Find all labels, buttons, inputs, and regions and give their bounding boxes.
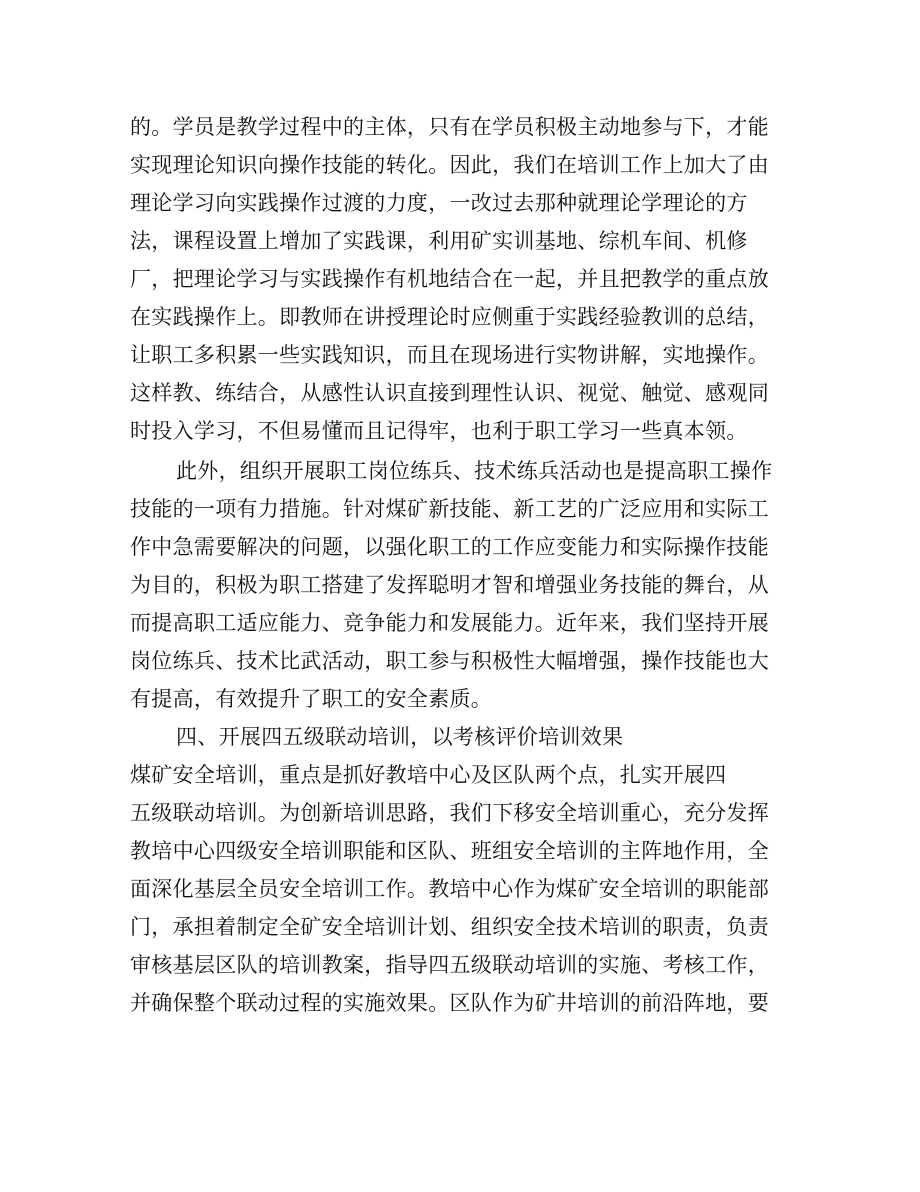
text-line: 时投入学习，不但易懂而且记得牢，也利于职工学习一些真本领。 — [130, 419, 748, 443]
text-line: 技能的一项有力措施。针对煤矿新技能、新工艺的广泛应用和实际工 — [130, 497, 769, 521]
text-line: 作中急需要解决的问题，以强化职工的工作应变能力和实际操作技能 — [130, 535, 769, 559]
text-line: 并确保整个联动过程的实施效果。区队作为矿井培训的前沿阵地，要 — [130, 991, 769, 1015]
text-line: 岗位练兵、技术比武活动，职工参与积极性大幅增强，操作技能也大 — [130, 649, 769, 673]
text-line: 让职工多积累一些实践知识，而且在现场进行实物讲解，实地操作。 — [130, 343, 769, 367]
text-line: 厂，把理论学习与实践操作有机地结合在一起，并且把教学的重点放 — [130, 267, 769, 291]
text-line: 而提高职工适应能力、竞争能力和发展能力。近年来，我们坚持开展 — [130, 611, 769, 635]
text-line: 煤矿安全培训，重点是抓好教培中心及区队两个点，扎实开展四 — [130, 763, 727, 787]
section-heading: 四、开展四五级联动培训，以考核评价培训效果 — [176, 725, 624, 749]
text-line: 门，承担着制定全矿安全培训计划、组织安全技术培训的职责，负责 — [130, 915, 769, 939]
text-line: 教培中心四级安全培训职能和区队、班组安全培训的主阵地作用，全 — [130, 839, 769, 863]
text-line: 面深化基层全员安全培训工作。教培中心作为煤矿安全培训的职能部 — [130, 877, 769, 901]
paragraph-first-line: 此外，组织开展职工岗位练兵、技术练兵活动也是提高职工操作 — [176, 459, 773, 483]
text-line: 有提高，有效提升了职工的安全素质。 — [130, 687, 493, 711]
text-line: 在实践操作上。即教师在讲授理论时应侧重于实践经验教训的总结， — [130, 305, 769, 329]
text-line: 实现理论知识向操作技能的转化。因此，我们在培训工作上加大了由 — [130, 153, 769, 177]
text-line: 这样教、练结合，从感性认识直接到理性认识、视觉、触觉、感观同 — [130, 381, 769, 405]
text-line: 理论学习向实践操作过渡的力度，一改过去那种就理论学理论的方 — [130, 191, 748, 215]
text-line: 的。学员是教学过程中的主体，只有在学员积极主动地参与下，才能 — [130, 115, 769, 139]
text-line: 法，课程设置上增加了实践课，利用矿实训基地、综机车间、机修 — [130, 229, 748, 253]
text-line: 五级联动培训。为创新培训思路，我们下移安全培训重心，充分发挥 — [130, 801, 769, 825]
text-line: 审核基层区队的培训教案，指导四五级联动培训的实施、考核工作， — [130, 953, 769, 977]
text-line: 为目的，积极为职工搭建了发挥聪明才智和增强业务技能的舞台，从 — [130, 573, 769, 597]
